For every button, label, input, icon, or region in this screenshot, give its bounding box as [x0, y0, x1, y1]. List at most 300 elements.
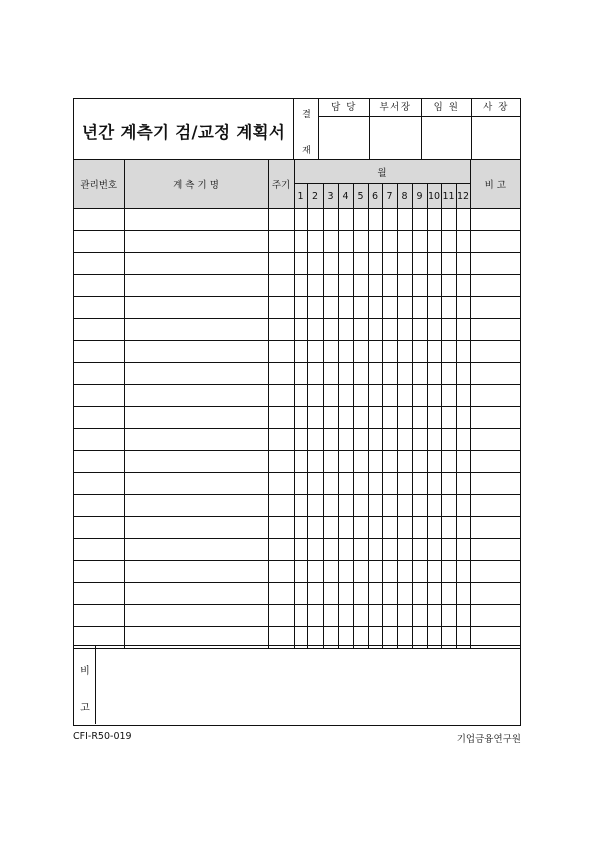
month-cell[interactable] — [353, 231, 368, 253]
instrument-cell[interactable] — [124, 407, 268, 429]
month-cell[interactable] — [441, 253, 456, 275]
approval-box-staff[interactable] — [318, 99, 369, 159]
month-cell[interactable] — [412, 341, 427, 363]
month-cell[interactable] — [353, 583, 368, 605]
instrument-cell[interactable] — [124, 605, 268, 627]
month-cell[interactable] — [427, 319, 441, 341]
month-cell[interactable] — [427, 363, 441, 385]
instrument-cell[interactable] — [124, 385, 268, 407]
month-cell[interactable] — [456, 275, 470, 297]
mgmt-no-cell[interactable] — [74, 583, 124, 605]
month-cell[interactable] — [427, 341, 441, 363]
remark-cell[interactable] — [470, 451, 520, 473]
month-cell[interactable] — [441, 385, 456, 407]
cycle-cell[interactable] — [268, 297, 294, 319]
month-cell[interactable] — [382, 539, 397, 561]
month-cell[interactable] — [412, 319, 427, 341]
month-cell[interactable] — [441, 605, 456, 627]
month-cell[interactable] — [294, 385, 307, 407]
month-cell[interactable] — [456, 363, 470, 385]
month-cell[interactable] — [397, 517, 412, 539]
month-cell[interactable] — [368, 253, 382, 275]
month-cell[interactable] — [307, 583, 323, 605]
remark-cell[interactable] — [470, 517, 520, 539]
remark-cell[interactable] — [470, 495, 520, 517]
instrument-cell[interactable] — [124, 297, 268, 319]
month-cell[interactable] — [353, 341, 368, 363]
month-cell[interactable] — [412, 451, 427, 473]
month-cell[interactable] — [323, 231, 338, 253]
mgmt-no-cell[interactable] — [74, 363, 124, 385]
month-cell[interactable] — [307, 275, 323, 297]
remark-cell[interactable] — [470, 429, 520, 451]
month-cell[interactable] — [368, 297, 382, 319]
month-cell[interactable] — [397, 473, 412, 495]
month-cell[interactable] — [382, 561, 397, 583]
month-cell[interactable] — [338, 517, 353, 539]
month-cell[interactable] — [412, 253, 427, 275]
month-cell[interactable] — [353, 517, 368, 539]
mgmt-no-cell[interactable] — [74, 209, 124, 231]
instrument-cell[interactable] — [124, 517, 268, 539]
month-cell[interactable] — [382, 231, 397, 253]
month-cell[interactable] — [294, 363, 307, 385]
month-cell[interactable] — [338, 341, 353, 363]
month-cell[interactable] — [338, 407, 353, 429]
month-cell[interactable] — [368, 605, 382, 627]
month-cell[interactable] — [427, 495, 441, 517]
month-cell[interactable] — [323, 253, 338, 275]
mgmt-no-cell[interactable] — [74, 451, 124, 473]
month-cell[interactable] — [427, 231, 441, 253]
month-cell[interactable] — [353, 473, 368, 495]
month-cell[interactable] — [412, 385, 427, 407]
month-cell[interactable] — [307, 539, 323, 561]
cycle-cell[interactable] — [268, 407, 294, 429]
month-cell[interactable] — [427, 517, 441, 539]
month-cell[interactable] — [382, 407, 397, 429]
month-cell[interactable] — [294, 517, 307, 539]
month-cell[interactable] — [294, 583, 307, 605]
month-cell[interactable] — [441, 407, 456, 429]
month-cell[interactable] — [456, 209, 470, 231]
month-cell[interactable] — [323, 583, 338, 605]
month-cell[interactable] — [294, 297, 307, 319]
month-cell[interactable] — [368, 539, 382, 561]
month-cell[interactable] — [294, 539, 307, 561]
month-cell[interactable] — [353, 297, 368, 319]
mgmt-no-cell[interactable] — [74, 297, 124, 319]
month-cell[interactable] — [338, 495, 353, 517]
month-cell[interactable] — [294, 407, 307, 429]
month-cell[interactable] — [456, 297, 470, 319]
month-cell[interactable] — [456, 253, 470, 275]
cycle-cell[interactable] — [268, 583, 294, 605]
month-cell[interactable] — [441, 473, 456, 495]
month-cell[interactable] — [353, 319, 368, 341]
month-cell[interactable] — [397, 583, 412, 605]
month-cell[interactable] — [307, 473, 323, 495]
month-cell[interactable] — [397, 319, 412, 341]
month-cell[interactable] — [441, 319, 456, 341]
instrument-cell[interactable] — [124, 341, 268, 363]
instrument-cell[interactable] — [124, 429, 268, 451]
month-cell[interactable] — [294, 209, 307, 231]
instrument-cell[interactable] — [124, 495, 268, 517]
month-cell[interactable] — [368, 209, 382, 231]
cycle-cell[interactable] — [268, 429, 294, 451]
mgmt-no-cell[interactable] — [74, 385, 124, 407]
month-cell[interactable] — [412, 297, 427, 319]
remarks-section[interactable] — [74, 645, 520, 725]
remark-cell[interactable] — [470, 275, 520, 297]
month-cell[interactable] — [307, 605, 323, 627]
month-cell[interactable] — [294, 231, 307, 253]
month-cell[interactable] — [338, 583, 353, 605]
month-cell[interactable] — [397, 275, 412, 297]
month-cell[interactable] — [323, 517, 338, 539]
month-cell[interactable] — [397, 539, 412, 561]
month-cell[interactable] — [456, 429, 470, 451]
month-cell[interactable] — [368, 385, 382, 407]
month-cell[interactable] — [353, 561, 368, 583]
month-cell[interactable] — [338, 297, 353, 319]
remark-cell[interactable] — [470, 209, 520, 231]
month-cell[interactable] — [427, 561, 441, 583]
month-cell[interactable] — [382, 385, 397, 407]
month-cell[interactable] — [441, 451, 456, 473]
month-cell[interactable] — [456, 539, 470, 561]
instrument-cell[interactable] — [124, 253, 268, 275]
month-cell[interactable] — [427, 275, 441, 297]
month-cell[interactable] — [338, 539, 353, 561]
month-cell[interactable] — [397, 561, 412, 583]
month-cell[interactable] — [456, 561, 470, 583]
month-cell[interactable] — [412, 363, 427, 385]
month-cell[interactable] — [441, 297, 456, 319]
month-cell[interactable] — [353, 209, 368, 231]
month-cell[interactable] — [412, 473, 427, 495]
cycle-cell[interactable] — [268, 561, 294, 583]
month-cell[interactable] — [427, 473, 441, 495]
month-cell[interactable] — [323, 451, 338, 473]
month-cell[interactable] — [441, 517, 456, 539]
month-cell[interactable] — [323, 341, 338, 363]
month-cell[interactable] — [368, 429, 382, 451]
remark-cell[interactable] — [470, 341, 520, 363]
cycle-cell[interactable] — [268, 539, 294, 561]
month-cell[interactable] — [368, 495, 382, 517]
remark-cell[interactable] — [470, 473, 520, 495]
month-cell[interactable] — [338, 231, 353, 253]
month-cell[interactable] — [397, 297, 412, 319]
month-cell[interactable] — [338, 275, 353, 297]
month-cell[interactable] — [427, 407, 441, 429]
month-cell[interactable] — [412, 407, 427, 429]
month-cell[interactable] — [323, 561, 338, 583]
month-cell[interactable] — [441, 363, 456, 385]
month-cell[interactable] — [353, 495, 368, 517]
month-cell[interactable] — [323, 605, 338, 627]
month-cell[interactable] — [338, 319, 353, 341]
month-cell[interactable] — [353, 605, 368, 627]
cycle-cell[interactable] — [268, 451, 294, 473]
month-cell[interactable] — [412, 561, 427, 583]
month-cell[interactable] — [456, 319, 470, 341]
mgmt-no-cell[interactable] — [74, 605, 124, 627]
month-cell[interactable] — [412, 495, 427, 517]
month-cell[interactable] — [338, 385, 353, 407]
month-cell[interactable] — [307, 231, 323, 253]
month-cell[interactable] — [307, 517, 323, 539]
month-cell[interactable] — [338, 209, 353, 231]
month-cell[interactable] — [427, 429, 441, 451]
cycle-cell[interactable] — [268, 253, 294, 275]
mgmt-no-cell[interactable] — [74, 275, 124, 297]
month-cell[interactable] — [427, 297, 441, 319]
month-cell[interactable] — [382, 319, 397, 341]
month-cell[interactable] — [427, 583, 441, 605]
month-cell[interactable] — [441, 231, 456, 253]
remark-cell[interactable] — [470, 561, 520, 583]
remark-cell[interactable] — [470, 605, 520, 627]
month-cell[interactable] — [456, 341, 470, 363]
instrument-cell[interactable] — [124, 561, 268, 583]
month-cell[interactable] — [353, 363, 368, 385]
month-cell[interactable] — [353, 539, 368, 561]
remark-cell[interactable] — [470, 583, 520, 605]
month-cell[interactable] — [294, 605, 307, 627]
mgmt-no-cell[interactable] — [74, 319, 124, 341]
month-cell[interactable] — [323, 297, 338, 319]
month-cell[interactable] — [412, 429, 427, 451]
approval-box-dept-head[interactable] — [369, 99, 421, 159]
month-cell[interactable] — [323, 407, 338, 429]
month-cell[interactable] — [323, 275, 338, 297]
month-cell[interactable] — [307, 385, 323, 407]
mgmt-no-cell[interactable] — [74, 517, 124, 539]
mgmt-no-cell[interactable] — [74, 407, 124, 429]
mgmt-no-cell[interactable] — [74, 561, 124, 583]
month-cell[interactable] — [397, 209, 412, 231]
month-cell[interactable] — [456, 583, 470, 605]
cycle-cell[interactable] — [268, 319, 294, 341]
month-cell[interactable] — [397, 253, 412, 275]
month-cell[interactable] — [412, 539, 427, 561]
month-cell[interactable] — [368, 583, 382, 605]
month-cell[interactable] — [412, 517, 427, 539]
remark-cell[interactable] — [470, 385, 520, 407]
month-cell[interactable] — [307, 429, 323, 451]
month-cell[interactable] — [456, 473, 470, 495]
month-cell[interactable] — [382, 253, 397, 275]
month-cell[interactable] — [353, 385, 368, 407]
month-cell[interactable] — [441, 495, 456, 517]
month-cell[interactable] — [307, 319, 323, 341]
remark-cell[interactable] — [470, 319, 520, 341]
month-cell[interactable] — [412, 583, 427, 605]
month-cell[interactable] — [294, 561, 307, 583]
month-cell[interactable] — [338, 363, 353, 385]
month-cell[interactable] — [397, 605, 412, 627]
instrument-cell[interactable] — [124, 451, 268, 473]
month-cell[interactable] — [427, 451, 441, 473]
month-cell[interactable] — [323, 209, 338, 231]
month-cell[interactable] — [412, 605, 427, 627]
remark-cell[interactable] — [470, 363, 520, 385]
instrument-cell[interactable] — [124, 231, 268, 253]
month-cell[interactable] — [441, 583, 456, 605]
instrument-cell[interactable] — [124, 583, 268, 605]
month-cell[interactable] — [427, 209, 441, 231]
month-cell[interactable] — [456, 385, 470, 407]
month-cell[interactable] — [368, 561, 382, 583]
month-cell[interactable] — [307, 253, 323, 275]
month-cell[interactable] — [338, 451, 353, 473]
cycle-cell[interactable] — [268, 341, 294, 363]
cycle-cell[interactable] — [268, 275, 294, 297]
cycle-cell[interactable] — [268, 209, 294, 231]
month-cell[interactable] — [368, 319, 382, 341]
month-cell[interactable] — [456, 495, 470, 517]
instrument-cell[interactable] — [124, 539, 268, 561]
month-cell[interactable] — [307, 297, 323, 319]
month-cell[interactable] — [441, 539, 456, 561]
month-cell[interactable] — [412, 209, 427, 231]
cycle-cell[interactable] — [268, 605, 294, 627]
month-cell[interactable] — [397, 231, 412, 253]
month-cell[interactable] — [323, 385, 338, 407]
month-cell[interactable] — [412, 231, 427, 253]
month-cell[interactable] — [294, 341, 307, 363]
month-cell[interactable] — [382, 451, 397, 473]
month-cell[interactable] — [294, 473, 307, 495]
month-cell[interactable] — [382, 209, 397, 231]
month-cell[interactable] — [456, 517, 470, 539]
month-cell[interactable] — [441, 209, 456, 231]
month-cell[interactable] — [412, 275, 427, 297]
month-cell[interactable] — [427, 605, 441, 627]
month-cell[interactable] — [323, 363, 338, 385]
month-cell[interactable] — [307, 407, 323, 429]
month-cell[interactable] — [368, 341, 382, 363]
month-cell[interactable] — [456, 231, 470, 253]
month-cell[interactable] — [382, 341, 397, 363]
approval-box-executive[interactable] — [421, 99, 471, 159]
month-cell[interactable] — [294, 451, 307, 473]
month-cell[interactable] — [353, 275, 368, 297]
cycle-cell[interactable] — [268, 517, 294, 539]
mgmt-no-cell[interactable] — [74, 253, 124, 275]
cycle-cell[interactable] — [268, 385, 294, 407]
remark-cell[interactable] — [470, 539, 520, 561]
instrument-cell[interactable] — [124, 363, 268, 385]
month-cell[interactable] — [307, 495, 323, 517]
month-cell[interactable] — [368, 363, 382, 385]
month-cell[interactable] — [338, 561, 353, 583]
month-cell[interactable] — [307, 341, 323, 363]
month-cell[interactable] — [382, 473, 397, 495]
instrument-cell[interactable] — [124, 275, 268, 297]
month-cell[interactable] — [382, 275, 397, 297]
month-cell[interactable] — [427, 253, 441, 275]
month-cell[interactable] — [353, 451, 368, 473]
month-cell[interactable] — [368, 473, 382, 495]
month-cell[interactable] — [294, 495, 307, 517]
mgmt-no-cell[interactable] — [74, 539, 124, 561]
month-cell[interactable] — [382, 429, 397, 451]
month-cell[interactable] — [323, 319, 338, 341]
approval-box-president[interactable] — [471, 99, 520, 159]
month-cell[interactable] — [397, 363, 412, 385]
remark-cell[interactable] — [470, 407, 520, 429]
instrument-cell[interactable] — [124, 473, 268, 495]
month-cell[interactable] — [353, 253, 368, 275]
month-cell[interactable] — [427, 539, 441, 561]
month-cell[interactable] — [397, 451, 412, 473]
month-cell[interactable] — [397, 385, 412, 407]
remark-cell[interactable] — [470, 297, 520, 319]
cycle-cell[interactable] — [268, 231, 294, 253]
month-cell[interactable] — [397, 407, 412, 429]
mgmt-no-cell[interactable] — [74, 341, 124, 363]
mgmt-no-cell[interactable] — [74, 231, 124, 253]
month-cell[interactable] — [294, 253, 307, 275]
month-cell[interactable] — [294, 429, 307, 451]
month-cell[interactable] — [307, 363, 323, 385]
cycle-cell[interactable] — [268, 495, 294, 517]
month-cell[interactable] — [323, 473, 338, 495]
month-cell[interactable] — [382, 363, 397, 385]
month-cell[interactable] — [441, 429, 456, 451]
month-cell[interactable] — [353, 429, 368, 451]
remark-cell[interactable] — [470, 231, 520, 253]
instrument-cell[interactable] — [124, 209, 268, 231]
cycle-cell[interactable] — [268, 473, 294, 495]
month-cell[interactable] — [368, 451, 382, 473]
month-cell[interactable] — [307, 561, 323, 583]
month-cell[interactable] — [382, 495, 397, 517]
cycle-cell[interactable] — [268, 363, 294, 385]
month-cell[interactable] — [397, 495, 412, 517]
month-cell[interactable] — [397, 341, 412, 363]
remark-cell[interactable] — [470, 253, 520, 275]
month-cell[interactable] — [382, 517, 397, 539]
month-cell[interactable] — [368, 407, 382, 429]
month-cell[interactable] — [368, 275, 382, 297]
month-cell[interactable] — [427, 385, 441, 407]
mgmt-no-cell[interactable] — [74, 495, 124, 517]
month-cell[interactable] — [294, 319, 307, 341]
month-cell[interactable] — [338, 429, 353, 451]
month-cell[interactable] — [456, 407, 470, 429]
mgmt-no-cell[interactable] — [74, 473, 124, 495]
month-cell[interactable] — [368, 231, 382, 253]
month-cell[interactable] — [456, 451, 470, 473]
instrument-cell[interactable] — [124, 319, 268, 341]
month-cell[interactable] — [338, 473, 353, 495]
month-cell[interactable] — [307, 451, 323, 473]
month-cell[interactable] — [323, 495, 338, 517]
month-cell[interactable] — [382, 583, 397, 605]
month-cell[interactable] — [441, 341, 456, 363]
month-cell[interactable] — [441, 561, 456, 583]
month-cell[interactable] — [323, 539, 338, 561]
month-cell[interactable] — [338, 605, 353, 627]
month-cell[interactable] — [441, 275, 456, 297]
month-cell[interactable] — [323, 429, 338, 451]
mgmt-no-cell[interactable] — [74, 429, 124, 451]
